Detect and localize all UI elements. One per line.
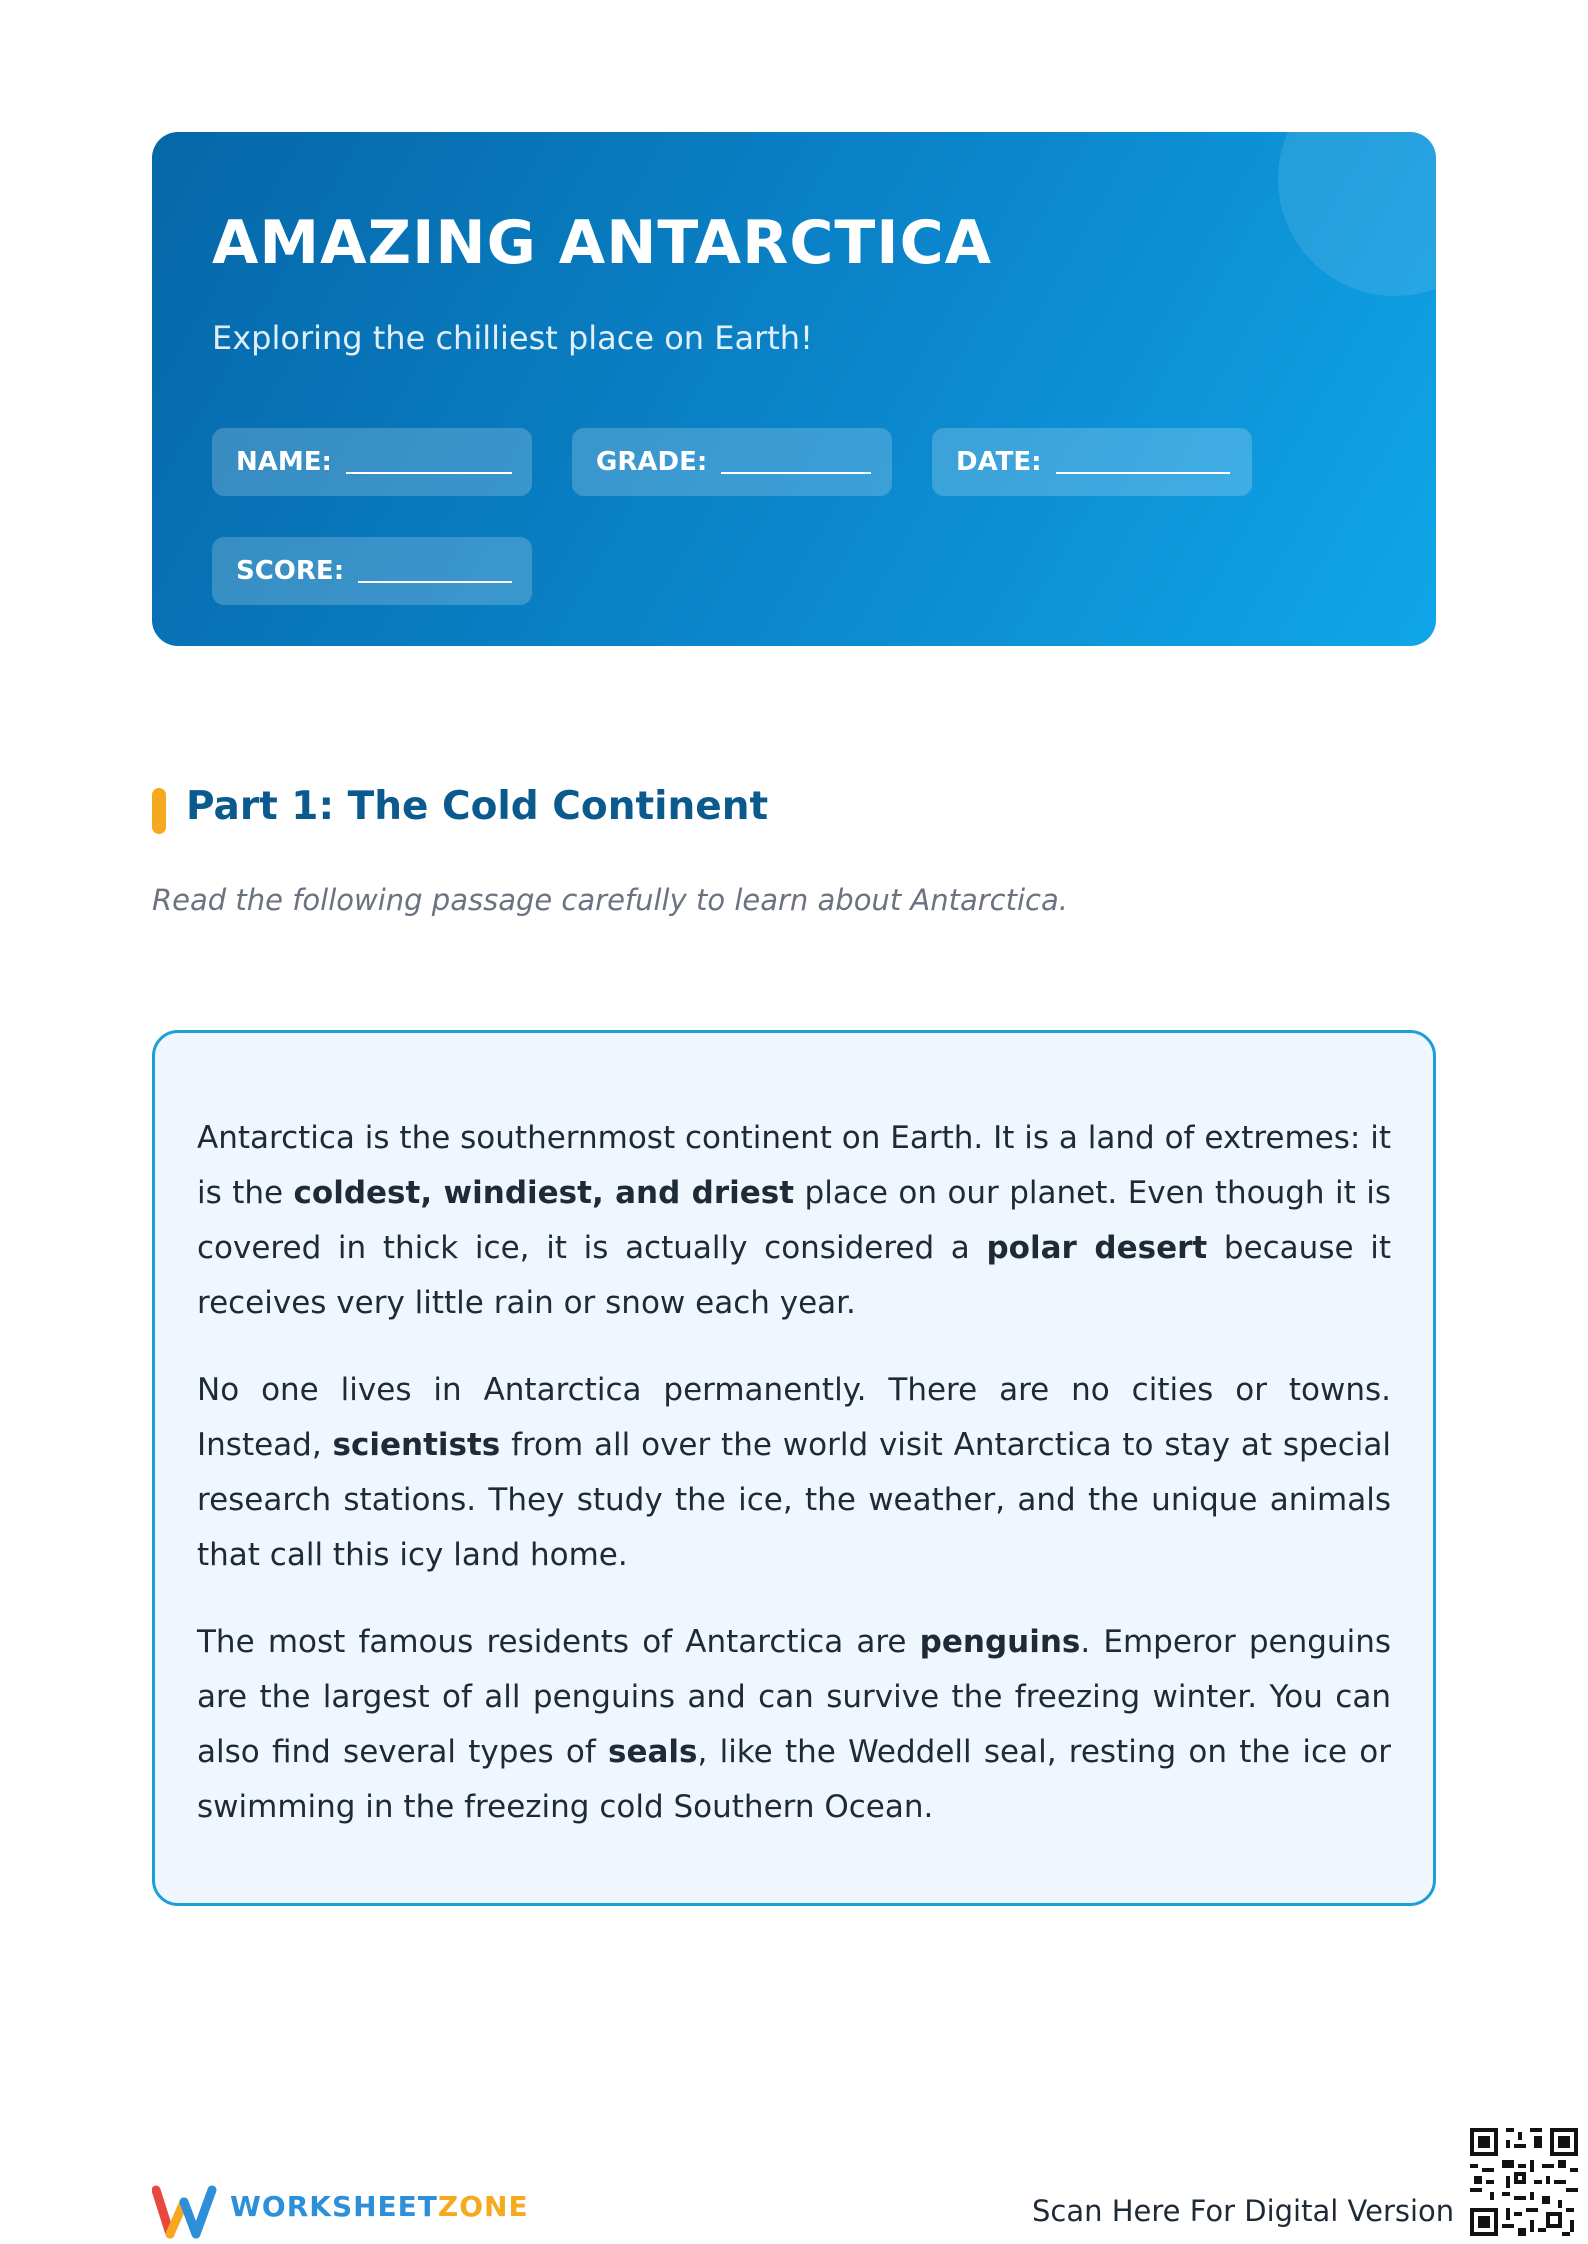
- brand-name: WORKSHEETZONE: [230, 2190, 529, 2223]
- reading-passage: [152, 1030, 1436, 1906]
- section-accent-bar: [152, 788, 166, 834]
- score-label: SCORE:: [236, 556, 345, 586]
- date-label: DATE:: [956, 447, 1042, 477]
- worksheet-title: AMAZING ANTARCTICA: [212, 208, 993, 278]
- date-field[interactable]: [932, 428, 1252, 496]
- passage-paragraph-2: No one lives in Antarctica permanently. There are no cities or towns. Instead, scientists from all over the world visit Antarctica to stay at special research stations. They study the ice, the weather, and the unique animals that call this icy land home.: [197, 1372, 1391, 1573]
- name-field[interactable]: [212, 428, 532, 496]
- grade-blank-line: [721, 472, 871, 474]
- score-blank-line: [358, 581, 512, 583]
- worksheetzone-logo-icon: [152, 2184, 218, 2240]
- score-field[interactable]: [212, 537, 532, 605]
- section-title: Part 1: The Cold Continent: [186, 784, 769, 829]
- section-instructions: Read the following passage carefully to learn about Antarctica.: [152, 883, 1068, 917]
- grade-label: GRADE:: [596, 447, 708, 477]
- worksheet-subtitle: Exploring the chilliest place on Earth!: [212, 319, 813, 357]
- name-label: NAME:: [236, 447, 332, 477]
- date-blank-line: [1056, 472, 1230, 474]
- name-blank-line: [346, 472, 512, 474]
- scan-instruction: Scan Here For Digital Version: [1032, 2194, 1455, 2228]
- grade-field[interactable]: [572, 428, 892, 496]
- decorative-circle: [1278, 132, 1436, 296]
- passage-paragraph-3: The most famous residents of Antarctica are penguins. Emperor penguins are the largest of all penguins and can survive the freezing winter. You can also find several types of seals, like the Weddell seal, resting on the ice or swimming in the freezing cold Southern Ocean.: [197, 1624, 1392, 1825]
- passage-paragraph-1: Antarctica is the southernmost continent on Earth. It is a land of extremes: it is the coldest, windiest, and driest place on our planet. Even though it is covered in thick ice, it is actually considered a polar desert because it receives very little rain or snow each year.: [197, 1120, 1391, 1321]
- qr-code-icon[interactable]: [1470, 2128, 1578, 2236]
- header-banner: [152, 132, 1436, 646]
